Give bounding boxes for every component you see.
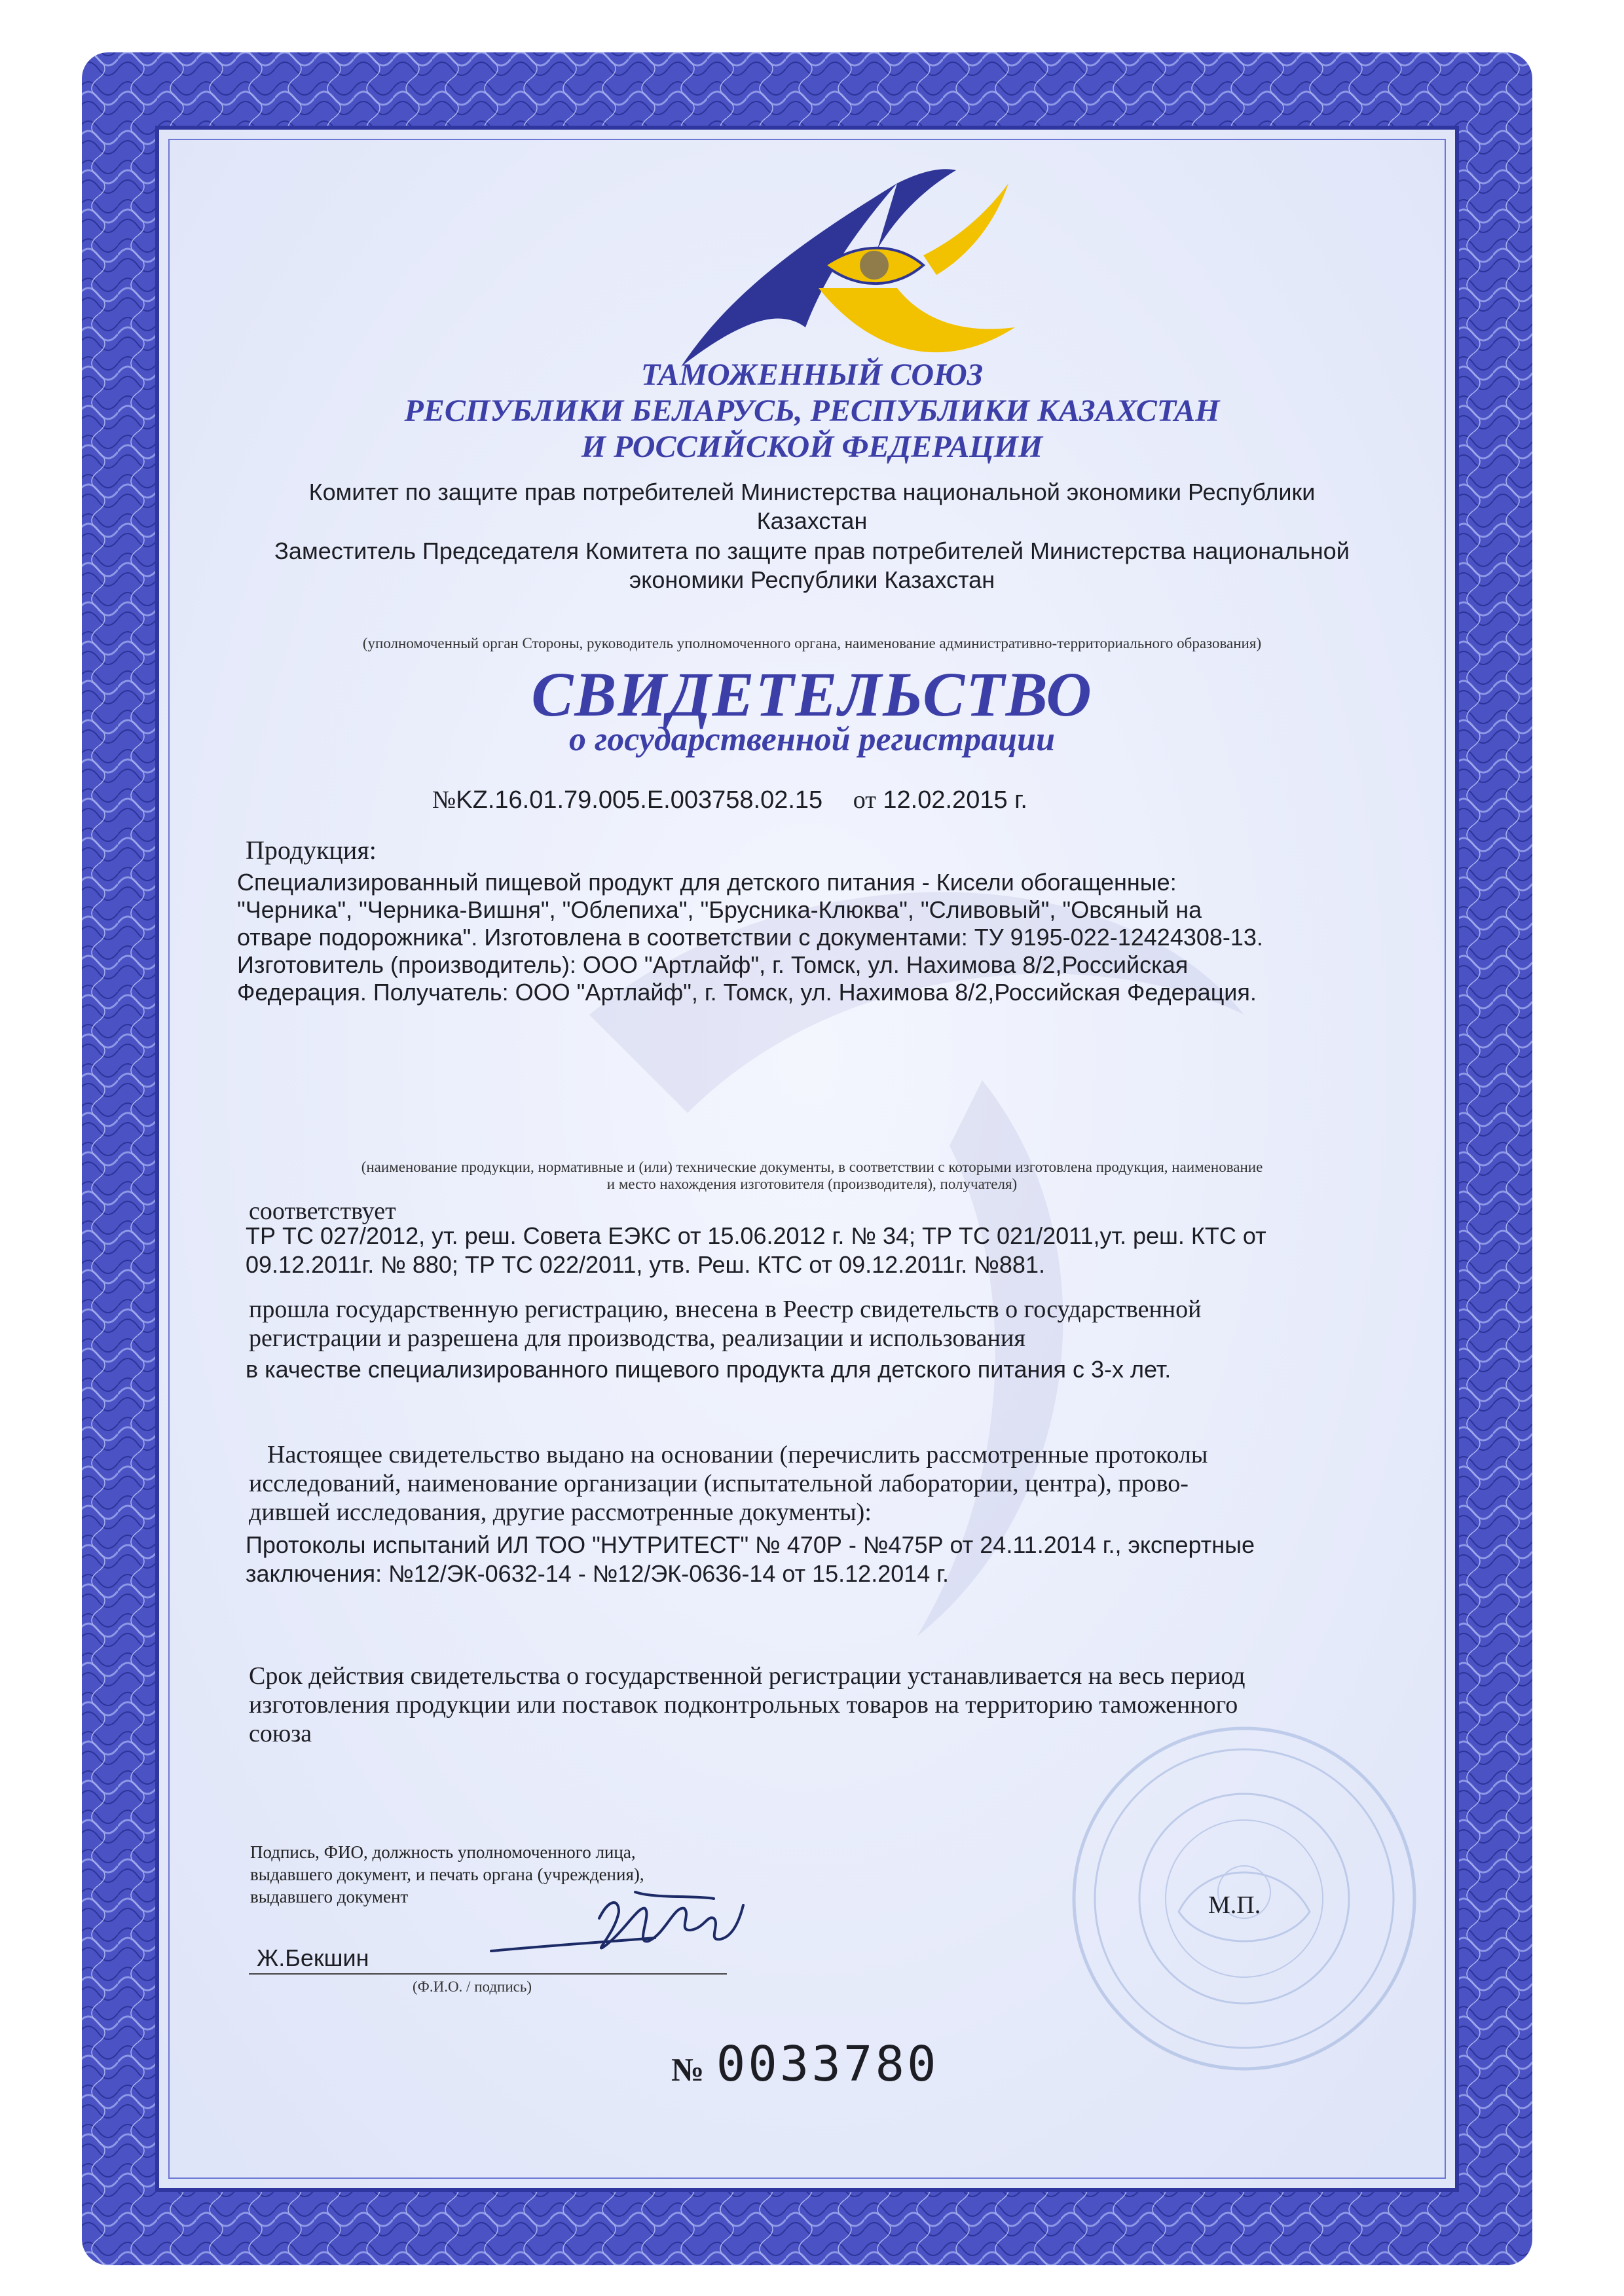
conformity-line2: 09.12.2011г. № 880; ТР ТС 022/2011, утв. Реш. КТС от 09.12.2011г. №881. [246,1251,1045,1278]
signature-line [249,1973,727,1975]
validity-line3: союза [249,1720,312,1747]
basis-line2: исследований, наименование организации (испытательной лаборатории, центра), прово- [249,1470,1189,1497]
registration-number-value: KZ.16.01.79.005.E.003758.02.15 [456,786,823,814]
serial-number-value: 0033780 [716,2036,939,2092]
signature-caption-line3: выдавшего документ [250,1887,409,1906]
stamp-place-label: М.П. [1208,1891,1261,1919]
authority-line2: Казахстан [756,507,868,534]
document-title: СВИДЕТЕЛЬСТВО [531,659,1093,729]
product-line4: Изготовитель (производитель): ООО "Артлайф", г. Томск, ул. Нахимова 8/2,Российская [237,951,1189,978]
serial-number [671,2036,939,2092]
registration-date: 12.02.2015 г. [883,786,1027,814]
registry-line3: в качестве специализированного пищевого продукта для детского питания с 3-х лет. [246,1356,1172,1383]
basis-line4: Протоколы испытаний ИЛ ТОО "НУТРИТЕСТ" № 470Р - №475Р от 24.11.2014 г., экспертные [246,1531,1255,1558]
eurasian-union-logo [661,157,1028,373]
signature-name-caption: (Ф.И.О. / подпись) [413,1978,532,1995]
number-sign: № [432,786,456,814]
basis-line3: дившей исследования, другие рассмотренные документы): [249,1499,872,1526]
document-subtitle: о государственной регистрации [569,721,1055,758]
signatory-name: Ж.Бекшин [257,1944,369,1971]
union-title-line1: ТАМОЖЕННЫЙ СОЮЗ [640,357,984,392]
date-label: от [853,786,876,814]
validity-line2: изготовления продукции или поставок подконтрольных товаров на территорию таможенного [249,1691,1238,1719]
product-caption-line2: и место нахождения изготовителя (производителя), получателя) [606,1176,1018,1192]
basis-line1: Настоящее свидетельство выдано на основании (перечислить рассмотренные протоколы [267,1441,1208,1468]
product-line1: Специализированный пищевой продукт для детского питания - Кисели обогащенные: [237,869,1177,896]
signature-caption-line2: выдавшего документ, и печать органа (учреждения), [250,1865,644,1884]
signature-caption-line1: Подпись, ФИО, должность уполномоченного лица, [250,1842,636,1862]
conformity-line1: ТР ТС 027/2012, ут. реш. Совета ЕЭКС от 15.06.2012 г. № 34; ТР ТС 021/2011,ут. реш. КТС от [246,1222,1266,1249]
product-line2: "Черника", "Черника-Вишня", "Облепиха", "Брусника-Клюква", "Сливовый", "Овсяный на [237,896,1202,923]
authority-line1: Комитет по защите прав потребителей Министерства национальной экономики Республики [308,479,1316,505]
authority-caption: (уполномоченный орган Стороны, руководитель уполномоченного органа, наименование административно-территориального образования) [362,635,1262,651]
product-line3: отваре подорожника". Изготовлена в соответствии с документами: ТУ 9195-022-12424308-13. [237,924,1263,951]
basis-line5: заключения: №12/ЭК-0632-14 - №12/ЭК-0636-14 от 15.12.2014 г. [246,1560,950,1587]
authority-line3: Заместитель Председателя Комитета по защите прав потребителей Министерства национальной [274,538,1350,564]
registry-line1: прошла государственную регистрацию, внесена в Реестр свидетельств о государственной [249,1296,1202,1323]
product-label: Продукция: [246,835,377,865]
product-caption-line1: (наименование продукции, нормативные и (или) технические документы, в соответствии с которыми изготовлена продукция, наименование [361,1159,1263,1175]
registration-number [432,786,1027,814]
product-line5: Федерация. Получатель: ООО "Артлайф", г. Томск, ул. Нахимова 8/2,Российская Федерация. [237,979,1257,1006]
conformity-label: соответствует [249,1197,396,1225]
union-title-line3: И РОССИЙСКОЙ ФЕДЕРАЦИИ [581,429,1043,464]
serial-number-sign: № [671,2051,705,2088]
registry-line2: регистрации и разрешена для производства, реализации и использования [249,1324,1025,1352]
union-title-line2: РЕСПУБЛИКИ БЕЛАРУСЬ, РЕСПУБЛИКИ КАЗАХСТАН [404,393,1220,428]
authority-line4: экономики Республики Казахстан [629,566,995,593]
validity-line1: Срок действия свидетельства о государственной регистрации устанавливается на весь период [249,1662,1246,1690]
handwritten-signature [485,1879,786,1971]
